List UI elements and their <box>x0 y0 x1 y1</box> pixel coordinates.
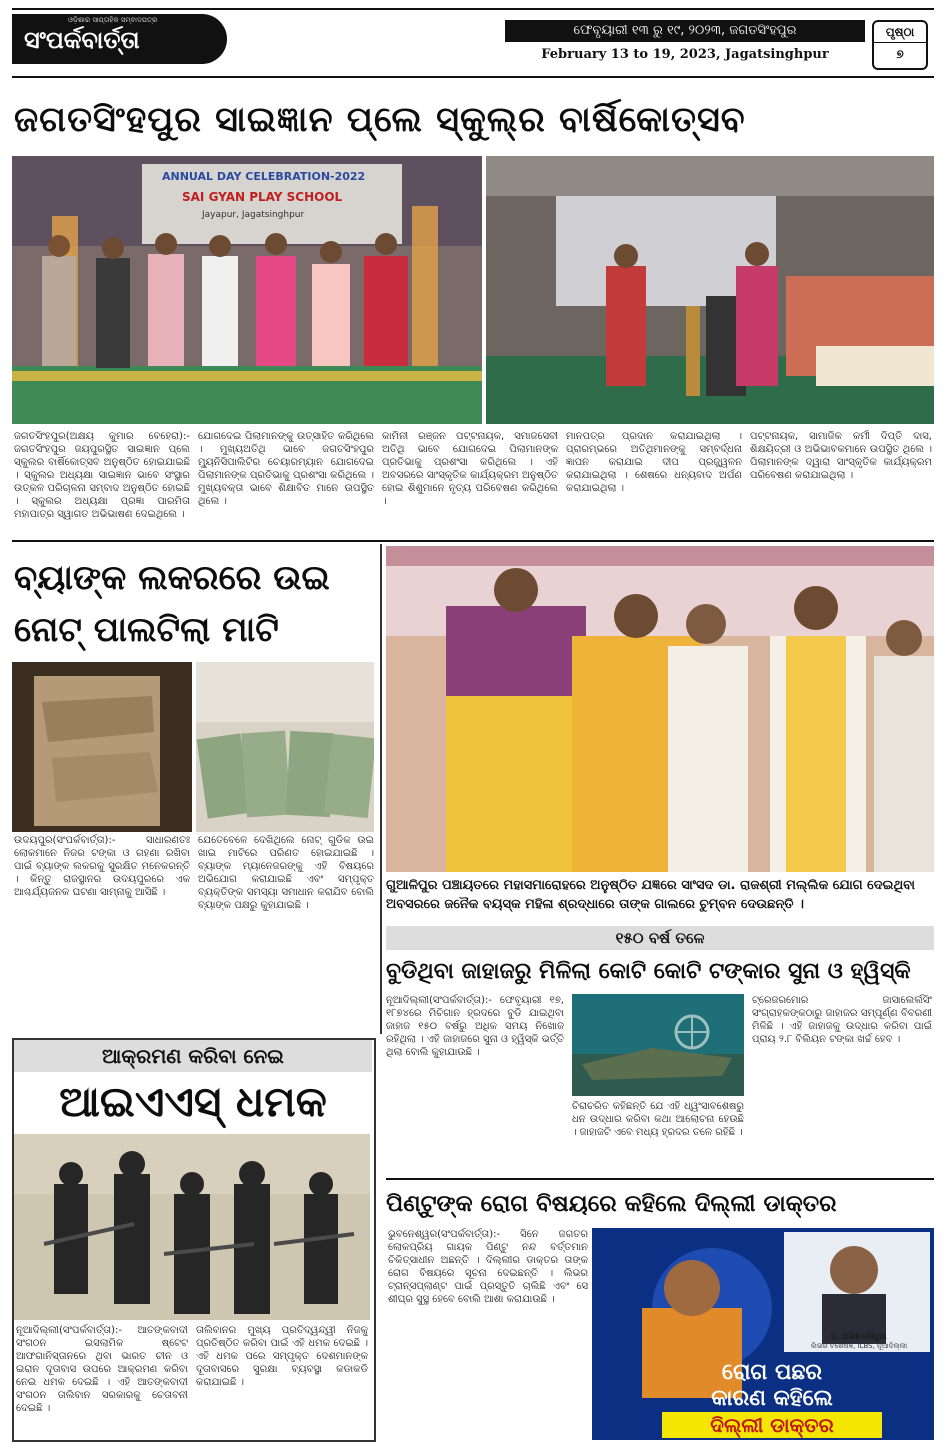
page-number: ୭ <box>896 47 904 61</box>
story6-body: ଭୁବନେଶ୍ୱର(ସଂପର୍କବାର୍ତ୍ତା):- ସିନେ ଜଗତର ଲୋକପ୍ରିୟ ଗାୟକ ପିଣ୍ଟୁ ନନ୍ଦ ବର୍ତ୍ତମାନ ଚିକିତ୍ସାଧୀନ ଅଛନ୍ତି । ଦିଲ୍ଲୀର ଡାକ୍ତର ତାଙ୍କ ରୋଗ ବିଷୟରେ ସୂଚନା ଦେଇଛନ୍ତି । ଲିଭର ଟ୍ରାନ୍ସପ୍ଲାଣ୍ଟ ପାଇଁ ପ୍ରସ୍ତୁତି ଚାଲିଛି ଏବଂ ସେ ଶୀଘ୍ର ସୁସ୍ଥ ହେବେ ବୋଲି ଆଶା କରାଯାଉଛି । <box>388 1229 588 1305</box>
top-rule <box>12 8 934 10</box>
story5-body-col1: ନୂଆଦିଲ୍ଲୀ(ସଂପର୍କବାର୍ତ୍ତା):- ଫେବୃୟାରୀ ୧୭, ୧୮୭୪ରେ ମିଚିଗାନ ହ୍ରଦରେ ବୁଡି ଯାଇଥିବା ଜାହାଜ ୧୫୦ ବର୍ଷରୁ ଅଧିକ ସମୟ ନିଖୋଜ ରହିଥିଲା । ଏହି ଜାହାଜରେ ସୁନା ଓ ହ୍ୱିସ୍କି ଭର୍ତ୍ତି ଥିଲା ବୋଲି କୁହାଯାଉଛି । <box>386 995 564 1058</box>
logo-tagline: ଓଡ଼ିଶାର ସାପ୍ତାହିକ ସମ୍ବାଦପତ୍ର <box>68 16 158 24</box>
story3-headline: ଆଇଏଏସ୍ ଧମକ <box>59 1077 327 1126</box>
story1-body-col3: କାମିନୀ ରଞ୍ଜନ ପଟ୍ଟନାୟକ, ସମାଜସେବୀ ଅତିଥି ଭାବେ ଯୋଗଦେଇ ପିଲାମାନଙ୍କ ପ୍ରତିଭାକୁ ପ୍ରଶଂସା କରିଥିଲେ । ଏହି ଅବସରରେ ସାଂସ୍କୃତିକ କାର୍ଯ୍ୟକ୍ରମ ଅନୁଷ୍ଠିତ ହୋଇ ଶିଶୁମାନେ ନୃତ୍ୟ ପରିବେଷଣ କରିଥିଲେ । <box>382 431 558 507</box>
column-divider <box>380 544 382 1034</box>
story1-banner-line1: ANNUAL DAY CELEBRATION-2022 <box>162 170 366 183</box>
page-number-box <box>872 20 928 70</box>
story1-banner-line2: SAI GYAN PLAY SCHOOL <box>182 190 343 204</box>
story4-photo <box>386 546 934 872</box>
story2-body-col2: ଯେତେବେଳେ ଦେଖିଥିଲେ ନୋଟ୍ ଗୁଡିକ ଉଇ ଖାଇ ମାଟିରେ ପରିଣତ ହୋଇଯାଇଛି । ବ୍ୟାଙ୍କ ମ୍ୟାନେଜରଙ୍କୁ ଏହି ବିଷୟରେ ଅଭିଯୋଗ କରାଯାଇଛି ଏବଂ ସମ୍ପୃକ୍ତ ବ୍ୟକ୍ତିଙ୍କ ସମସ୍ୟା ସମାଧାନ କରାଯିବ ବୋଲି ବ୍ୟାଙ୍କ ପକ୍ଷରୁ କୁହାଯାଇଛି । <box>198 835 374 911</box>
story1-rule <box>12 540 934 542</box>
story2-photo-notes <box>196 662 374 832</box>
story1-banner-line3: Jayapur, Jagatsinghpur <box>202 210 305 220</box>
story6-overlay-line2: କାରଣ କହିଲେ <box>711 1386 833 1411</box>
story5-kicker: ୧୫୦ ବର୍ଷ ତଳେ <box>386 926 934 950</box>
story3-body-col2: ତାଲିବାନର ମୁଖ୍ୟ ପ୍ରତିଦ୍ୱନ୍ଦ୍ୱୀ ନିଜକୁ ପ୍ରତିଷ୍ଠିତ କରିବା ପାଇଁ ଏହି ଧମକ ଦେଇଛି । ଏହି ଧମକ ପରେ ସମ୍ପୃକ୍ତ ଦେଶମାନଙ୍କ ଦୂତାବାସରେ ସୁରକ୍ଷା ବ୍ୟବସ୍ଥା କଡାକଡି କରାଯାଇଛି । <box>196 1325 368 1388</box>
date-english: February 13 to 19, 2023, Jagatsinghpur <box>541 47 829 62</box>
story2-headline: ବ୍ୟାଙ୍କ ଲକରରେ ଉଇ ନୋଟ୍ ପାଲଟିଲା ମାଟି <box>14 558 330 650</box>
story5-body-col3: ଟ୍ରେଜରମୋର ଜାସାଲେର୍ଲସିଂ ସଂଗ୍ରାହକଙ୍କଠାରୁ ଜାହାଜର ସମ୍ପୂର୍ଣ୍ଣ ବିବରଣୀ ମିଳିଛି । ଏହି ଜାହାଜକୁ ଉଦ୍ଧାର କରିବା ପାଇଁ ପ୍ରାୟ ୨.୮ ବିଲିୟନ ଟଙ୍କା ଖର୍ଚ୍ଚ ହେବ । <box>752 995 932 1045</box>
story6-headline: ପିଣ୍ଟୁଙ୍କ ରୋଗ ବିଷୟରେ କହିଲେ ଦିଲ୍ଲୀ ଡାକ୍ତର <box>386 1191 837 1217</box>
story4-caption: ଗୁଆଳିପୁର ପଞ୍ଚାୟତରେ ମହାସମାରୋହରେ ଅନୁଷ୍ଠିତ ଯଜ୍ଞରେ ସାଂସଦ ଡା. ରାଜଶ୍ରୀ ମଲ୍ଲିକ ଯୋଗ ଦେଇଥିବା ଅବସରରେ ଜନୈକ ବୟସ୍କ ମହିଳା ଶ୍ରଦ୍ଧାରେ ତାଙ୍କ ଗାଲରେ ଚୁମ୍ବନ ଦେଉଛନ୍ତି । <box>386 878 916 912</box>
story5-body-col2: ଚିରାଚରିତ କହିଛନ୍ତି ଯେ ଏହି ଧ୍ୱଂସାବଶେଷରୁ ଧନ ଉଦ୍ଧାର କରିବା କଥା ଆଲୋଚନା ହେଉଛି । ଜାହାଜଟି ଏବେ ମଧ୍ୟ ହ୍ରଦର ତଳେ ରହିଛି । <box>572 1101 744 1138</box>
masthead-rule <box>12 76 934 78</box>
story6-overlay-line1: ରୋଗ ପଛର <box>721 1360 823 1385</box>
story1-body-col5: ପଟ୍ଟନାୟକ, ସାମାଜିକ କର୍ମୀ ଦିପ୍ତି ଦାସ, ଶିକ୍ଷୟିତ୍ରୀ ଓ ଅଭିଭାବକମାନେ ଉପସ୍ଥିତ ଥିଲେ । ପିଲାମାନଙ୍କ ଦ୍ୱାରା ସାଂସ୍କୃତିକ କାର୍ଯ୍ୟକ୍ରମ ପରିବେଷଣ କରାଯାଇଥିଲା । <box>750 431 932 481</box>
story6-photo <box>592 1228 934 1440</box>
story1-photo-left <box>12 156 482 424</box>
story3-kicker: ଆକ୍ରମଣ କରିବା ନେଇ <box>14 1040 372 1072</box>
story1-body-col2: ଯୋଗଦେଇ ପିଲାମାନଙ୍କୁ ଉତ୍ସାହିତ କରିଥିଲେ । ମୁଖ୍ୟଅତିଥି ଭାବେ ଜଗତସିଂହପୁର ମ୍ୟୁନିସିପାଲିଟିର ଚେୟାରମ୍ୟାନ ଯୋଗଦେଇ ପିଲାମାନଙ୍କ ପ୍ରତିଭାକୁ ପ୍ରଶଂସା କରିଥିଲେ । ମୁଖ୍ୟବକ୍ତା ଭାବେ ଶିକ୍ଷାବିତ ମାନେ ଉପସ୍ଥିତ ଥିଲେ । <box>198 431 374 507</box>
story1-photo-right <box>486 156 934 424</box>
story6-overlay-line3: ଦିଲ୍ଲୀ ଡାକ୍ତର <box>662 1412 882 1438</box>
story5-photo-wreck <box>572 994 744 1096</box>
story1-headline: ଜଗତସିଂହପୁର ସାଇଜ୍ଞାନ ପ୍ଲେ ସ୍କୁଲ୍‌ର ବାର୍ଷିକୋତ୍ସବ <box>14 100 746 140</box>
date-odia: ଫେବୃୟାରୀ ୧୩ ରୁ ୧୯, ୨୦୨୩, ଜଗତସିଂହପୁର <box>505 20 865 42</box>
page-label: ପୃଷ୍ଠା <box>874 22 926 43</box>
story5-headline: ବୁଡିଥିବା ଜାହାଜରୁ ମିଳିଲା କୋଟି କୋଟି ଟଙ୍କାର ସୁନା ଓ ହ୍ୱିସ୍କି <box>386 959 911 984</box>
doctor-subtitle: ଲିଭର ବିଶେଷଜ୍ଞ, ILBS, ନୂଆଦିଲ୍ଲୀ <box>810 1342 908 1350</box>
story1-body-col4: ମାନପତ୍ର ପ୍ରଦାନ କରାଯାଇଥିଲା । ପ୍ରାରମ୍ଭରେ ଅତିଥିମାନଙ୍କୁ ସମ୍ବର୍ଦ୍ଧନା ଜ୍ଞାପନ କରାଯାଇ ଦୀପ ପ୍ରଜ୍ଜ୍ୱଳନ କରାଯାଇଥିଲା । ଶେଷରେ ଧନ୍ୟବାଦ ଅର୍ପଣ କରାଯାଇଥିଲା । <box>566 431 742 494</box>
story3-body-col1: ନୂଆଦିଲ୍ଲୀ(ସଂପର୍କବାର୍ତ୍ତା):- ଆତଙ୍କବାଦୀ ସଂଗଠନ ଇସଲାମିକ ଷ୍ଟେଟ ଆଫଗାନିସ୍ତାନରେ ଥିବା ଭାରତ ଚୀନ ଓ ଇରାନ ଦୂତାବାସ ଉପରେ ଆକ୍ରମଣ କରିବା ନେଇ ଧମକ ଦେଇଛି । ଏହି ଆତଙ୍କବାଦୀ ସଂଗଠନ ତାଲିବାନ ସରକାରକୁ ଚେତାବନୀ ଦେଇଛି । <box>16 1325 188 1414</box>
story1-body-col1: ଜଗତସିଂହପୁର(ଅକ୍ଷୟ କୁମାର ବେହେରା):- ଜଗତସିଂହପୁର ଜୟପୁରସ୍ଥିତ ସାଇଜ୍ଞାନ ପ୍ଲେ ସ୍କୁଲର ବାର୍ଷିକୋତ୍ସବ ଅନୁଷ୍ଠିତ ହୋଇଯାଇଛି । ସ୍କୁଲର ଅଧ୍ୟକ୍ଷା ସାଇଜ୍ଞାନ ଭାବେ ସଂସ୍ଥାର ଉତ୍କଳ ପରିଚାଳନା ସମ୍ବାଦ ଅନୁଷ୍ଠିତ ହୋଇଛି । ସ୍କୁଲର ଅଧ୍ୟକ୍ଷା ପ୍ରଜ୍ଞା ପାରମିତା ମହାପାତ୍ର ସ୍ୱାଗତ ଅଭିଭାଷଣ ଦେଇଥିଲେ । <box>14 431 190 520</box>
story2-photo-soil <box>12 662 192 832</box>
logo-text: ସଂପର୍କବାର୍ତ୍ତା <box>24 26 140 54</box>
story2-body-col1: ଉଦୟପୁର(ସଂପର୍କବାର୍ତ୍ତା):- ସାଧାରଣତଃ ଲୋକମାନେ ନିଜର ଟଙ୍କା ଓ ଗହଣା ରଖିବା ପାଇଁ ବ୍ୟାଙ୍କ ଲକରକୁ ସୁରକ୍ଷିତ ମନେକରନ୍ତି । କିନ୍ତୁ ରାଜସ୍ଥାନର ଉଦୟପୁରରେ ଏକ ଆଶ୍ଚର୍ଯ୍ୟଜନକ ଘଟଣା ସାମ୍ନାକୁ ଆସିଛି । <box>14 835 190 898</box>
story6-rule <box>386 1178 934 1180</box>
story3-photo <box>14 1134 370 1320</box>
doctor-name: ଡ. ଅଭିଜ୍ଞ ଚୌଧୁରୀ <box>831 1332 887 1341</box>
